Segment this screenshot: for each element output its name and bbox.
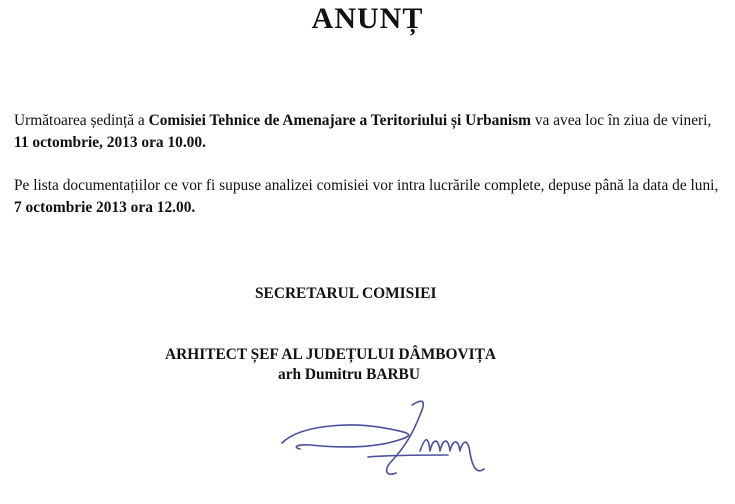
meeting-announcement-paragraph (14, 110, 724, 154)
document-title: ANUNȚ (311, 2, 424, 35)
deadline-date: 7 octombrie 2013 ora 12.00. (14, 199, 196, 216)
signature-stroke-cross (368, 455, 448, 457)
signature-stroke-loop (282, 425, 409, 449)
paragraph1-text-a: Următoarea ședință a (14, 112, 149, 129)
signatory-position: ARHITECT ȘEF AL JUDEȚULUI DÂMBOVIȚA (165, 346, 496, 363)
committee-secretary-heading: SECRETARUL COMISIEI (255, 285, 437, 302)
signatory-name: arh Dumitru BARBU (278, 366, 420, 383)
signature-drawing (270, 385, 510, 495)
handwritten-signature (270, 385, 510, 495)
meeting-date: 11 octombrie, 2013 ora 10.00. (14, 134, 206, 151)
paragraph2-text-a: Pe lista documentațiilor ce vor fi supuse analizei comisiei vor intra lucrările complete, depuse până la data de luni, (14, 177, 719, 194)
deadline-paragraph (14, 175, 724, 219)
paragraph1-text-b: va avea loc în ziua de vineri, (530, 112, 712, 129)
commission-name: Comisiei Tehnice de Amenajare a Teritoriului și Urbanism (148, 112, 531, 129)
